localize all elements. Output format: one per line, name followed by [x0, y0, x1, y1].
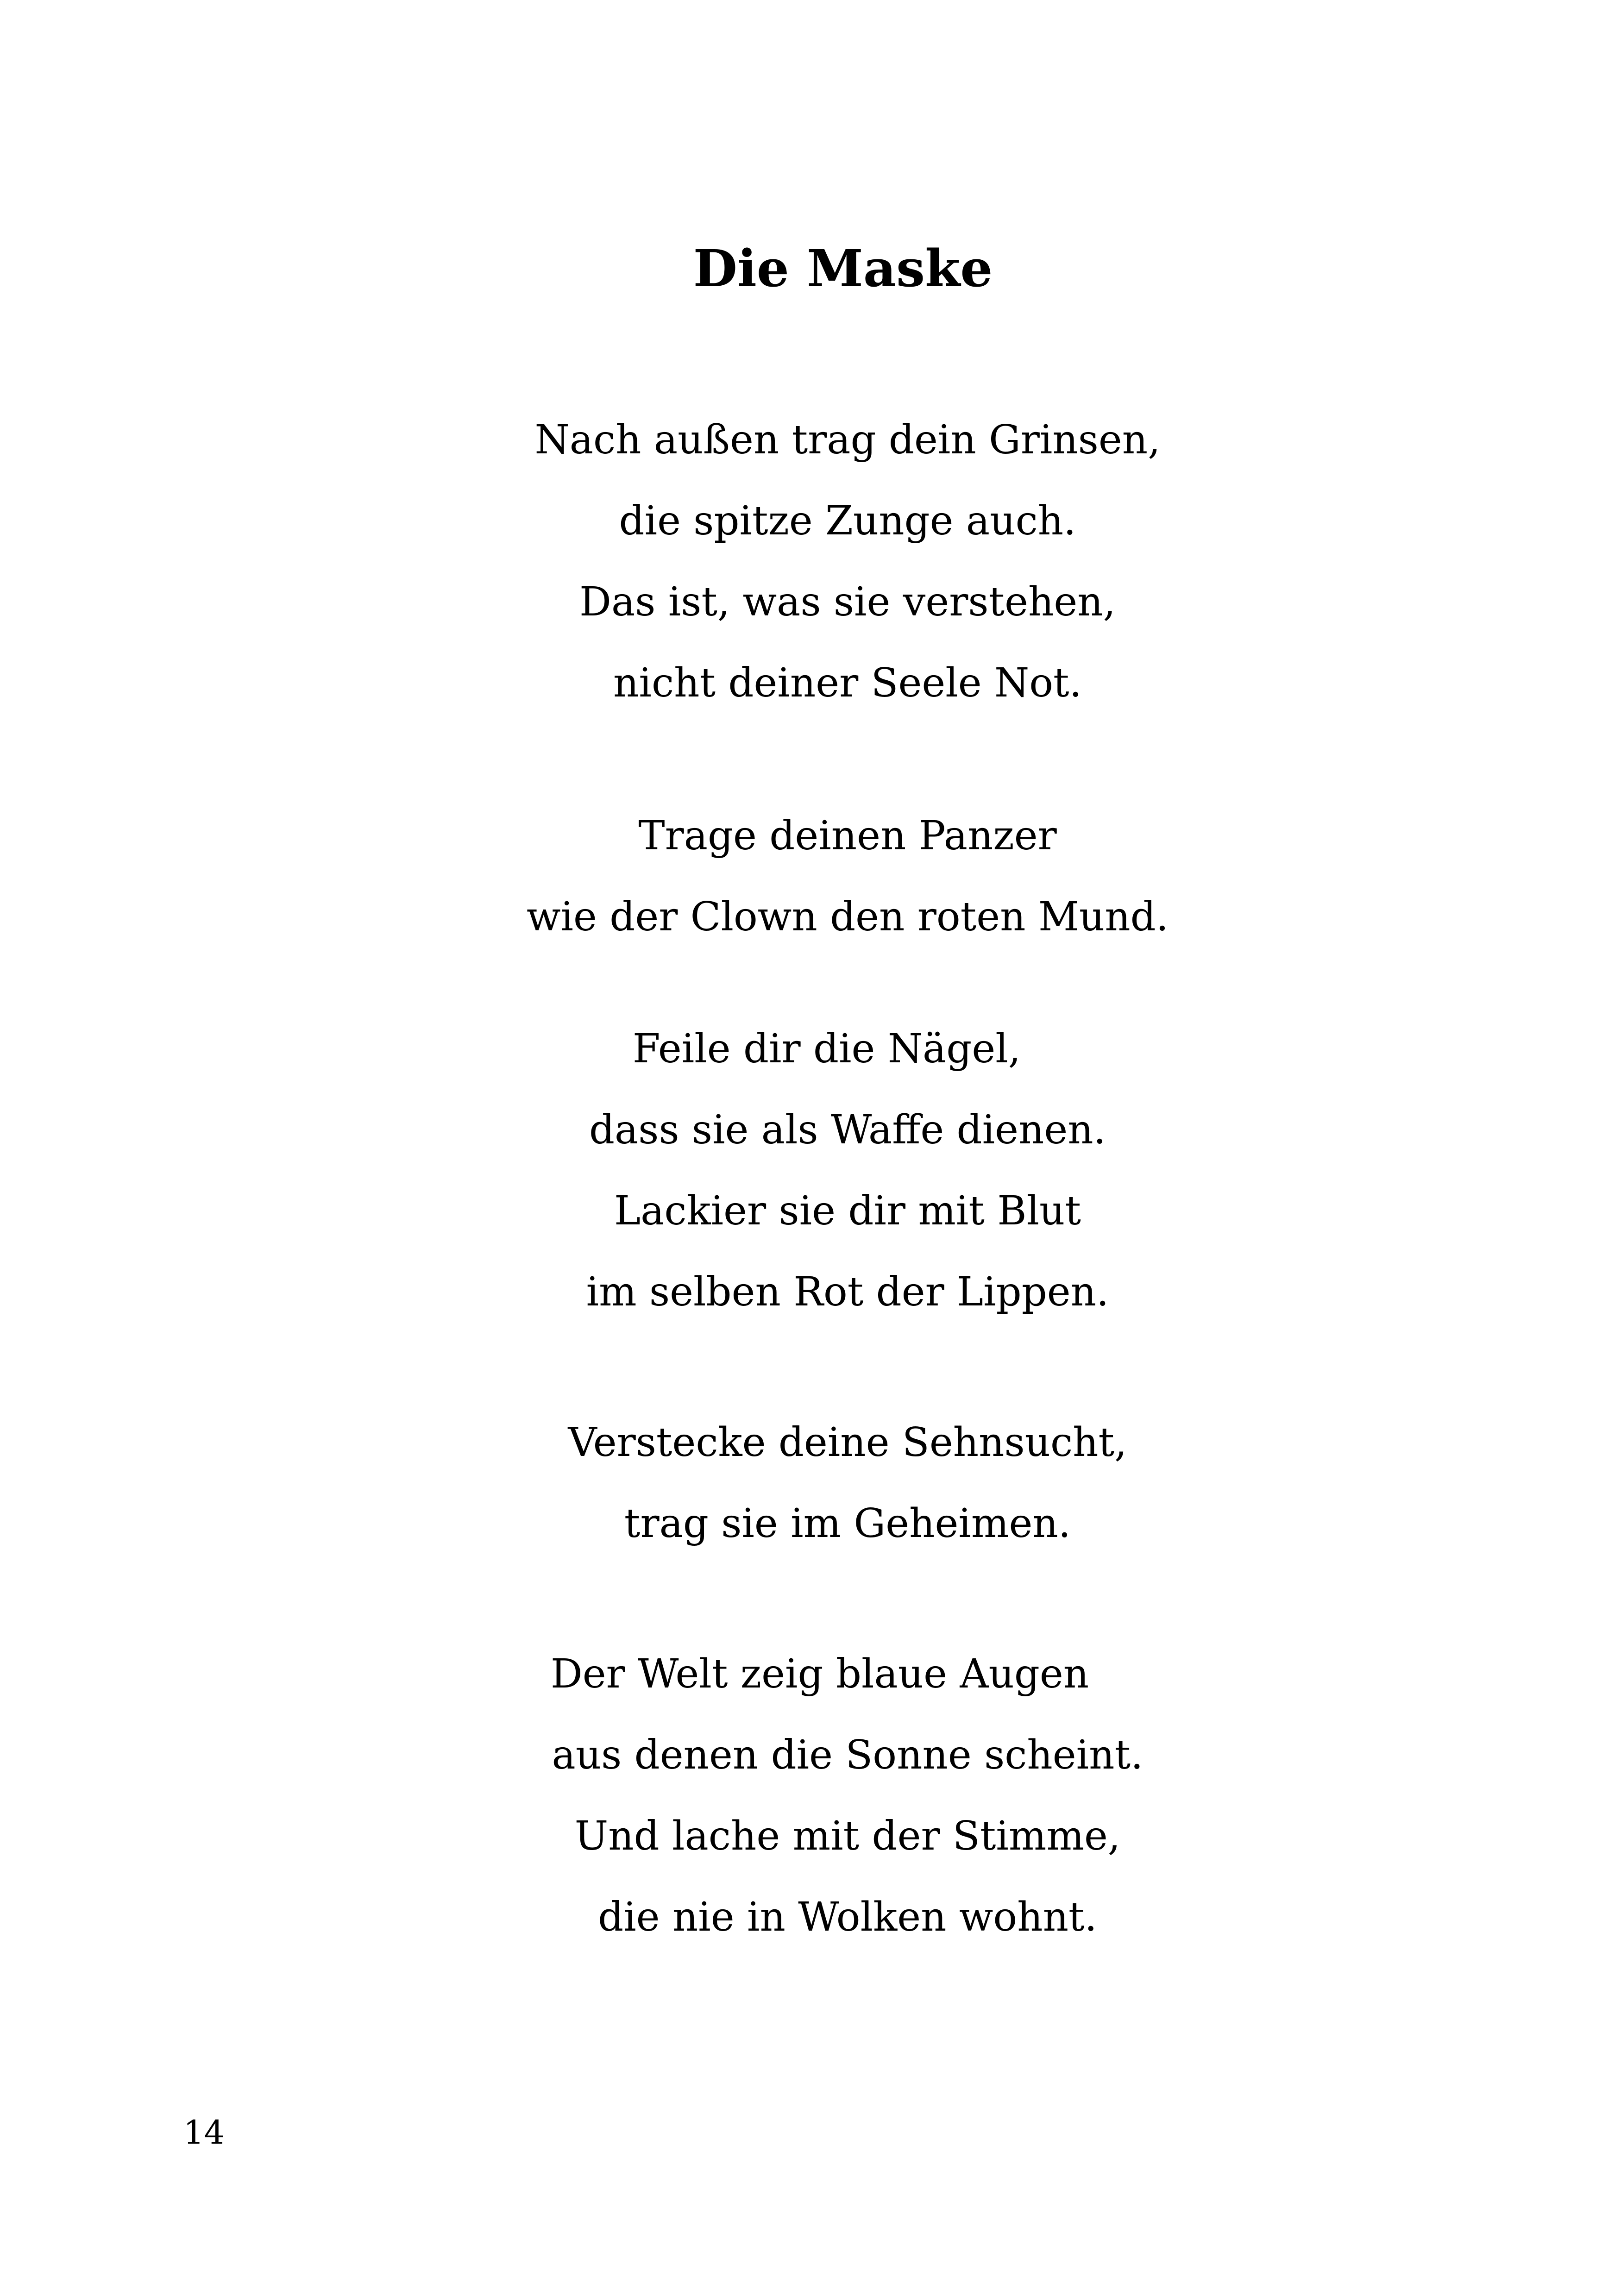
poem-line: Lackier sie dir mit Blut — [614, 1188, 1081, 1234]
poem-line: Der Welt zeig blaue Augen — [550, 1651, 1089, 1697]
poem-line: Trage deinen Panzer — [638, 813, 1057, 859]
poem-line: Das ist, was sie verstehen, — [579, 579, 1116, 625]
poem-line: die spitze Zunge auch. — [619, 498, 1076, 544]
poem-line: im selben Rot der Lippen. — [586, 1269, 1109, 1315]
poem-line: wie der Clown den roten Mund. — [526, 894, 1169, 940]
poem-line: Und lache mit der Stimme, — [574, 1813, 1121, 1859]
poem-title: Die Maske — [693, 238, 993, 298]
poem-line: Verstecke deine Sehnsucht, — [568, 1419, 1127, 1466]
poem-line: trag sie im Geheimen. — [624, 1500, 1071, 1547]
poem-line: nicht deiner Seele Not. — [613, 660, 1082, 706]
poem-line: Feile dir die Nägel, — [632, 1026, 1021, 1072]
poem-line: aus denen die Sonne scheint. — [552, 1732, 1143, 1778]
poem-line: Nach außen trag dein Grinsen, — [534, 417, 1161, 463]
page-number: 14 — [183, 2114, 225, 2152]
poem-line: dass sie als Waffe dienen. — [589, 1107, 1106, 1153]
poem-line: die nie in Wolken wohnt. — [598, 1894, 1097, 1940]
